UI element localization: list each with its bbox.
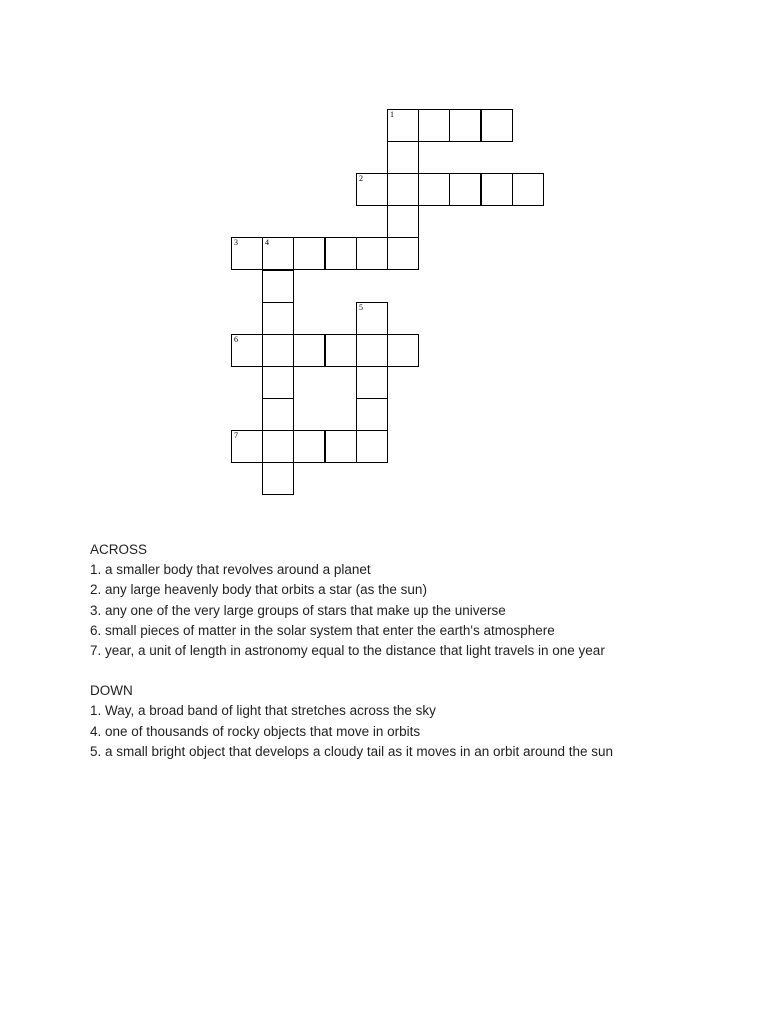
crossword-cell[interactable]: [262, 398, 294, 431]
crossword-cell[interactable]: [481, 109, 513, 142]
across-clue-1: 1. a smaller body that revolves around a planet: [90, 562, 371, 578]
crossword-cell[interactable]: [418, 173, 450, 206]
crossword-cell[interactable]: [356, 366, 388, 399]
crossword-cell[interactable]: [449, 173, 481, 206]
clue-spacer: [90, 661, 613, 681]
crossword-cell[interactable]: [231, 334, 263, 367]
down-clue-4: 4. one of thousands of rocky objects that move in orbits: [90, 723, 421, 739]
crossword-cell[interactable]: [387, 334, 419, 367]
crossword-cell[interactable]: [293, 430, 325, 463]
clue-number: 7: [234, 431, 238, 440]
clues-section: [90, 540, 613, 762]
crossword-cell[interactable]: [512, 173, 544, 206]
down-clue-5: 5. a small bright object that develops a cloudy tail as it moves in an orbit around the sun: [90, 743, 614, 759]
crossword-cell[interactable]: [262, 334, 294, 367]
crossword-cell[interactable]: [449, 109, 481, 142]
clue-number: 6: [234, 335, 238, 344]
crossword-cell[interactable]: [231, 237, 263, 270]
crossword-cell[interactable]: [325, 237, 357, 270]
crossword-cell[interactable]: [325, 430, 357, 463]
crossword-cell[interactable]: [262, 302, 294, 335]
across-clue-6: 6. small pieces of matter in the solar system that enter the earth's atmosphere: [90, 622, 555, 638]
crossword-cell[interactable]: [356, 334, 388, 367]
clue-number: 2: [359, 174, 363, 183]
crossword-cell[interactable]: [262, 462, 294, 495]
crossword-cell[interactable]: [262, 237, 294, 270]
crossword-cell[interactable]: [387, 237, 419, 270]
across-clue-7: 7. year, a unit of length in astronomy equal to the distance that light travels in one year: [90, 643, 605, 659]
down-heading: DOWN: [90, 683, 133, 699]
clue-number: 1: [390, 110, 394, 119]
crossword-cell[interactable]: [356, 302, 388, 335]
across-clue-2: 2. any large heavenly body that orbits a star (as the sun): [90, 582, 427, 598]
crossword-cell[interactable]: [231, 430, 263, 463]
crossword-cell[interactable]: [387, 109, 419, 142]
clue-number: 3: [234, 238, 238, 247]
crossword-cell[interactable]: [481, 173, 513, 206]
crossword-cell[interactable]: [387, 141, 419, 174]
crossword-cell[interactable]: [262, 270, 294, 303]
across-heading: ACROSS: [90, 542, 148, 557]
crossword-cell[interactable]: [356, 398, 388, 431]
crossword-cell[interactable]: [293, 237, 325, 270]
crossword-cell[interactable]: [262, 430, 294, 463]
across-clue-3: 3. any one of the very large groups of stars that make up the universe: [90, 602, 506, 618]
crossword-cell[interactable]: [356, 430, 388, 463]
crossword-cell[interactable]: [262, 366, 294, 399]
down-clue-1: 1. Way, a broad band of light that stretches across the sky: [90, 703, 436, 719]
clue-number: 5: [359, 303, 363, 312]
crossword-cell[interactable]: [356, 237, 388, 270]
crossword-cell[interactable]: [387, 173, 419, 206]
crossword-cell[interactable]: [356, 173, 388, 206]
crossword-cell[interactable]: [325, 334, 357, 367]
crossword-cell[interactable]: [418, 109, 450, 142]
crossword-cell[interactable]: [387, 205, 419, 238]
clue-number: 4: [265, 238, 269, 247]
crossword-cell[interactable]: [293, 334, 325, 367]
